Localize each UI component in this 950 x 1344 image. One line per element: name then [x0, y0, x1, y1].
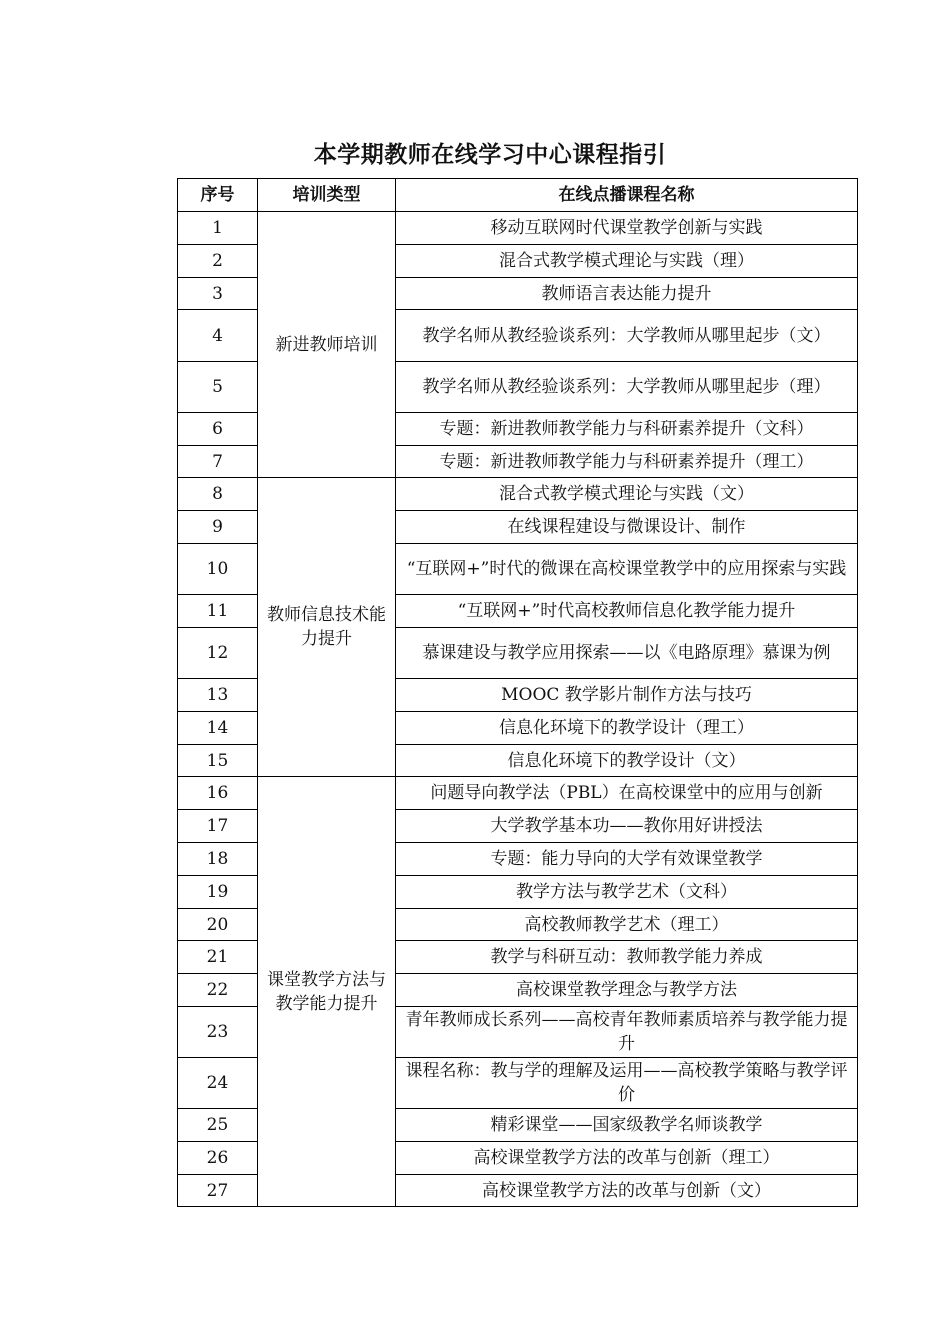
- cell-no: 6: [178, 413, 258, 446]
- cell-no: 12: [178, 628, 258, 679]
- cell-no: 19: [178, 876, 258, 909]
- cell-no: 14: [178, 712, 258, 745]
- cell-no: 7: [178, 446, 258, 478]
- cell-course-name: 专题：能力导向的大学有效课堂教学: [396, 843, 858, 876]
- cell-course-name: 专题：新进教师教学能力与科研素养提升（文科）: [396, 413, 858, 446]
- cell-no: 22: [178, 974, 258, 1007]
- cell-course-name: 教学名师从教经验谈系列：大学教师从哪里起步（理）: [396, 362, 858, 413]
- cell-course-name: 混合式教学模式理论与实践（文）: [396, 478, 858, 511]
- cell-course-name: 信息化环境下的教学设计（文）: [396, 745, 858, 777]
- cell-no: 20: [178, 909, 258, 941]
- cell-course-name: 教学与科研互动：教师教学能力养成: [396, 941, 858, 974]
- cell-course-name: 高校课堂教学理念与教学方法: [396, 974, 858, 1007]
- cell-no: 27: [178, 1175, 258, 1207]
- cell-course-name: MOOC 教学影片制作方法与技巧: [396, 679, 858, 712]
- cell-no: 3: [178, 278, 258, 310]
- cell-no: 11: [178, 595, 258, 628]
- header-no: 序号: [178, 179, 258, 212]
- table-row: [178, 777, 858, 810]
- cell-course-name: 在线课程建设与微课设计、制作: [396, 511, 858, 544]
- cell-course-name: “互联网+”时代高校教师信息化教学能力提升: [396, 595, 858, 628]
- cell-no: 1: [178, 212, 258, 245]
- cell-no: 2: [178, 245, 258, 278]
- cell-no: 10: [178, 544, 258, 595]
- cell-course-name: 教学名师从教经验谈系列：大学教师从哪里起步（文）: [396, 310, 858, 362]
- cell-no: 9: [178, 511, 258, 544]
- cell-course-name: “互联网+”时代的微课在高校课堂教学中的应用探索与实践: [396, 544, 858, 595]
- cell-course-name: 问题导向教学法（PBL）在高校课堂中的应用与创新: [396, 777, 858, 810]
- cell-course-name: 青年教师成长系列——高校青年教师素质培养与教学能力提升: [396, 1007, 858, 1058]
- cell-course-name: 精彩课堂——国家级教学名师谈教学: [396, 1109, 858, 1142]
- cell-course-name: 高校课堂教学方法的改革与创新（文）: [396, 1175, 858, 1207]
- cell-course-name: 教师语言表达能力提升: [396, 278, 858, 310]
- cell-no: 4: [178, 310, 258, 362]
- cell-course-name: 信息化环境下的教学设计（理工）: [396, 712, 858, 745]
- cell-course-name: 专题：新进教师教学能力与科研素养提升（理工）: [396, 446, 858, 478]
- cell-no: 5: [178, 362, 258, 413]
- table-header-row: [178, 179, 858, 212]
- table-row: [178, 478, 858, 511]
- cell-no: 17: [178, 810, 258, 843]
- cell-course-name: 课程名称：教与学的理解及运用——高校教学策略与教学评价: [396, 1058, 858, 1109]
- cell-no: 25: [178, 1109, 258, 1142]
- cell-no: 16: [178, 777, 258, 810]
- cell-course-name: 高校课堂教学方法的改革与创新（理工）: [396, 1142, 858, 1175]
- cell-no: 13: [178, 679, 258, 712]
- cell-training-type: 新进教师培训: [258, 212, 396, 478]
- cell-course-name: 慕课建设与教学应用探索——以《电路原理》慕课为例: [396, 628, 858, 679]
- cell-no: 24: [178, 1058, 258, 1109]
- cell-no: 18: [178, 843, 258, 876]
- header-type: 培训类型: [258, 179, 396, 212]
- cell-training-type: 课堂教学方法与教学能力提升: [258, 777, 396, 1207]
- header-course-name: 在线点播课程名称: [396, 179, 858, 212]
- cell-course-name: 移动互联网时代课堂教学创新与实践: [396, 212, 858, 245]
- cell-no: 23: [178, 1007, 258, 1058]
- page-title: 本学期教师在线学习中心课程指引: [313, 142, 667, 168]
- cell-no: 26: [178, 1142, 258, 1175]
- cell-no: 21: [178, 941, 258, 974]
- cell-course-name: 高校教师教学艺术（理工）: [396, 909, 858, 941]
- cell-course-name: 大学教学基本功——教你用好讲授法: [396, 810, 858, 843]
- table-row: [178, 212, 858, 245]
- cell-training-type: 教师信息技术能力提升: [258, 478, 396, 777]
- cell-course-name: 混合式教学模式理论与实践（理）: [396, 245, 858, 278]
- cell-no: 8: [178, 478, 258, 511]
- cell-course-name: 教学方法与教学艺术（文科）: [396, 876, 858, 909]
- course-table: [177, 178, 858, 1207]
- cell-no: 15: [178, 745, 258, 777]
- course-table-body: [178, 212, 858, 1207]
